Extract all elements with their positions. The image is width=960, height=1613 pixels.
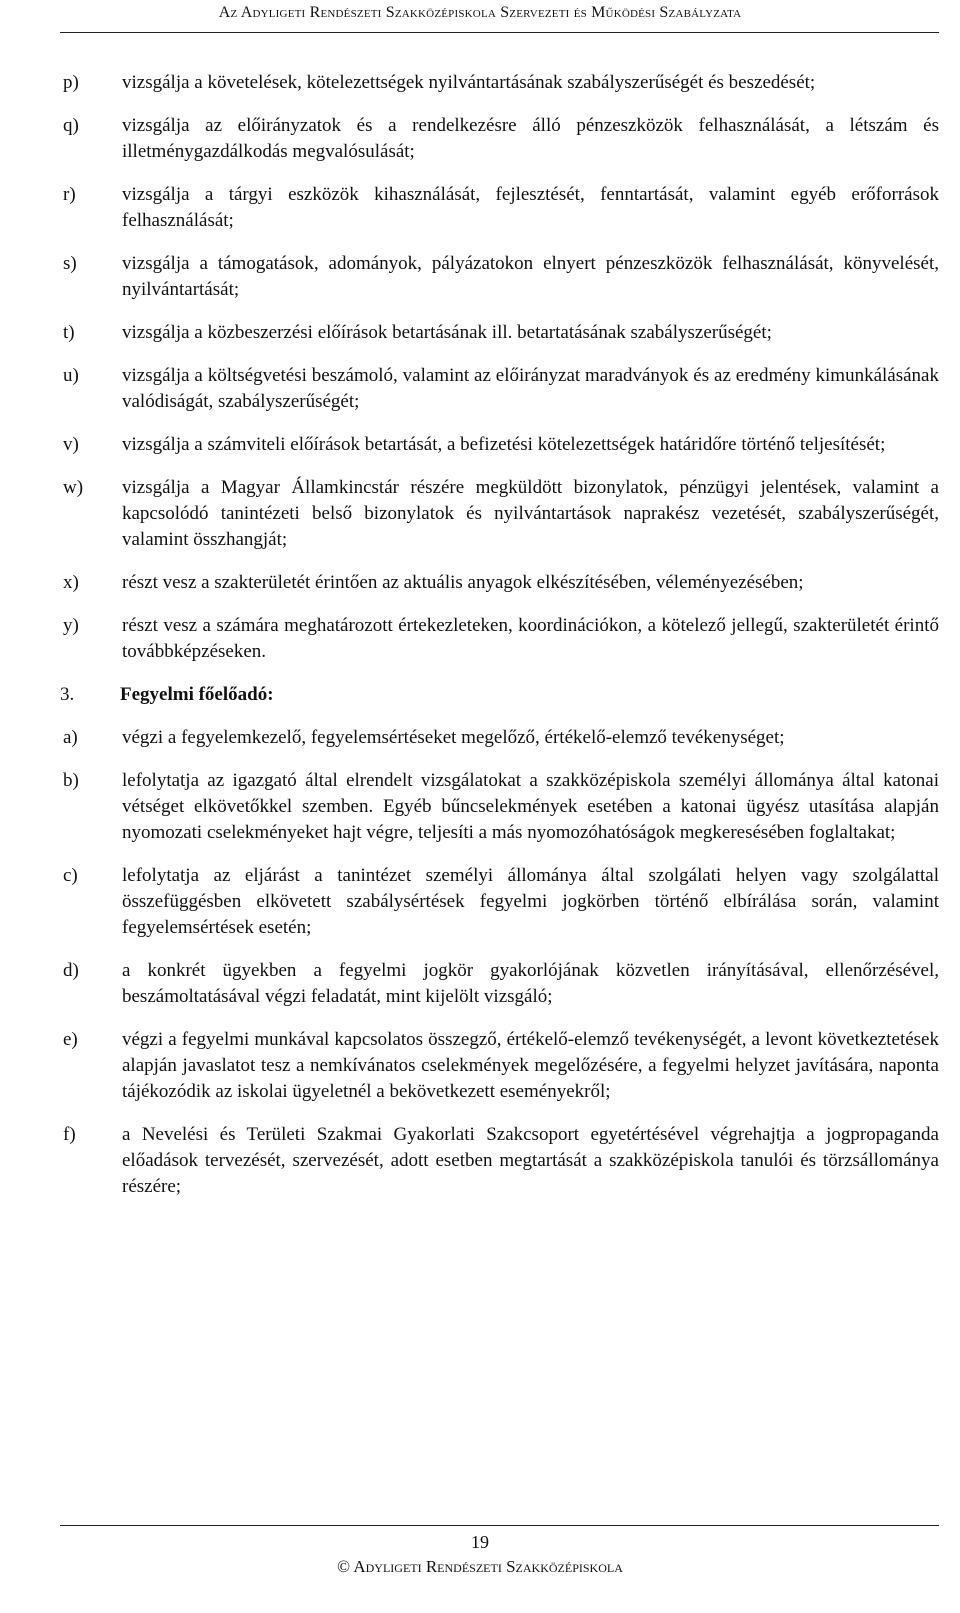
footer-copyright: © Adyligeti Rendészeti Szakközépiskola xyxy=(337,1557,623,1576)
list-item xyxy=(60,570,939,596)
list-item xyxy=(60,113,939,165)
task-list-section xyxy=(60,725,939,1200)
list-item-label: x) xyxy=(63,572,79,593)
list-item-text: a konkrét ügyekben a fegyelmi jogkör gyakorlójának közvetlen irányításával, ellenőrzésével, beszámoltatásával végzi feladatát, mint kijelölt vizsgáló; xyxy=(122,960,939,1007)
list-item-text: vizsgálja a tárgyi eszközök kihasználását, fejlesztését, fenntartását, valamint egyéb erőforrások felhasználását; xyxy=(122,184,939,231)
footer-divider xyxy=(60,1525,939,1526)
list-item-text: vizsgálja az előirányzatok és a rendelkezésre álló pénzeszközök felhasználását, a létszám és illetménygazdálkodás megvalósulását; xyxy=(122,115,939,162)
list-item xyxy=(60,432,939,458)
list-item-label: v) xyxy=(63,434,79,455)
list-item-text: vizsgálja a számviteli előírások betartását, a befizetési kötelezettségek határidőre történő teljesítését; xyxy=(122,434,886,455)
list-item xyxy=(60,958,939,1010)
list-item-label: d) xyxy=(63,960,79,981)
list-item-text: vizsgálja a közbeszerzési előírások betartásának ill. betartatásának szabályszerűségét; xyxy=(122,322,772,343)
list-item-text: részt vesz a számára meghatározott értekezleteken, koordinációkon, a kötelező jellegű, szakterületét érintő továbbképzéseken. xyxy=(122,615,939,662)
list-item-label: w) xyxy=(63,477,84,498)
list-item-label: c) xyxy=(63,865,78,886)
list-item-text: vizsgálja a követelések, kötelezettségek nyilvántartásának szabályszerűségét és beszedését; xyxy=(122,72,816,93)
list-item-label: s) xyxy=(63,253,77,274)
list-item-text: részt vesz a szakterületét érintően az aktuális anyagok elkészítésében, véleményezésében; xyxy=(122,572,804,593)
list-item-label: f) xyxy=(63,1124,76,1145)
list-item-text: végzi a fegyelmi munkával kapcsolatos összegző, értékelő-elemző tevékenységét, a levont következtetések alapján javaslatot tesz a nemkívánatos cselekmények megelőzésére, a fegyelmi helyzet javítására, naponta tájékozódik az iskolai ügyeletnél a bekövetkezett eseményekről; xyxy=(122,1029,939,1102)
list-item-label: e) xyxy=(63,1029,78,1050)
list-item-text: vizsgálja a költségvetési beszámoló, valamint az előirányzat maradványok és az eredmény kimunkálásának valódiságát, szabályszerűségét; xyxy=(122,365,939,412)
list-item-label: p) xyxy=(63,72,79,93)
list-item xyxy=(60,613,939,665)
page-header: Az Adyligeti Rendészeti Szakközépiskola Szervezeti és Működési Szabályzata xyxy=(218,4,742,21)
list-item xyxy=(60,70,939,96)
page-number: 19 xyxy=(471,1532,489,1552)
list-item-label: u) xyxy=(63,365,79,386)
list-item xyxy=(60,725,939,751)
list-item xyxy=(60,475,939,553)
list-item-label: r) xyxy=(63,184,76,205)
list-item xyxy=(60,1122,939,1200)
list-item xyxy=(60,863,939,941)
section-heading xyxy=(60,682,939,708)
list-item xyxy=(60,182,939,234)
list-item-text: vizsgálja a Magyar Államkincstár részére megküldött bizonylatok, pénzügyi jelentések, valamint a kapcsolódó tanintézeti belső bizonylatok és nyilvántartások naprakész vezetését, szabályszerűségét, valamint összhangját; xyxy=(122,477,939,550)
task-list-top xyxy=(60,70,939,665)
list-item xyxy=(60,1027,939,1105)
document-body xyxy=(60,70,939,1217)
list-item-text: lefolytatja az igazgató által elrendelt vizsgálatokat a szakközépiskola személyi állománya által katonai vétséget elkövetőkkel szemben. Egyéb bűncselekmények esetében a katonai ügyész utasítása alapján nyomozati cselekményeket hajt végre, teljesíti a más nyomozóhatóságok megkeresésében foglaltakat; xyxy=(122,770,939,843)
list-item-label: t) xyxy=(63,322,75,343)
list-item-text: végzi a fegyelemkezelő, fegyelemsértéseket megelőző, értékelő-elemző tevékenységet; xyxy=(122,727,785,748)
list-item-text: a Nevelési és Területi Szakmai Gyakorlati Szakcsoport egyetértésével végrehajtja a jogpropaganda előadások tervezését, szervezését, adott esetben megtartását a szakközépiskola tanulói és törzsállománya részére; xyxy=(122,1124,939,1197)
list-item-label: q) xyxy=(63,115,79,136)
list-item xyxy=(60,320,939,346)
list-item-label: a) xyxy=(63,727,78,748)
header-divider xyxy=(60,32,939,33)
list-item-label: y) xyxy=(63,615,79,636)
section-number: 3. xyxy=(60,684,75,705)
list-item-text: lefolytatja az eljárást a tanintézet személyi állománya által szolgálati helyen vagy szolgálattal összefüggésben elkövetett szabálysértések fegyelmi jogkörben történő elbírálása során, valamint fegyelemsértések esetén; xyxy=(122,865,939,938)
list-item-label: b) xyxy=(63,770,79,791)
list-item xyxy=(60,363,939,415)
section-title: Fegyelmi főelőadó: xyxy=(120,684,274,705)
list-item xyxy=(60,251,939,303)
list-item-text: vizsgálja a támogatások, adományok, pályázatokon elnyert pénzeszközök felhasználását, könyvelését, nyilvántartását; xyxy=(122,253,939,300)
list-item xyxy=(60,768,939,846)
